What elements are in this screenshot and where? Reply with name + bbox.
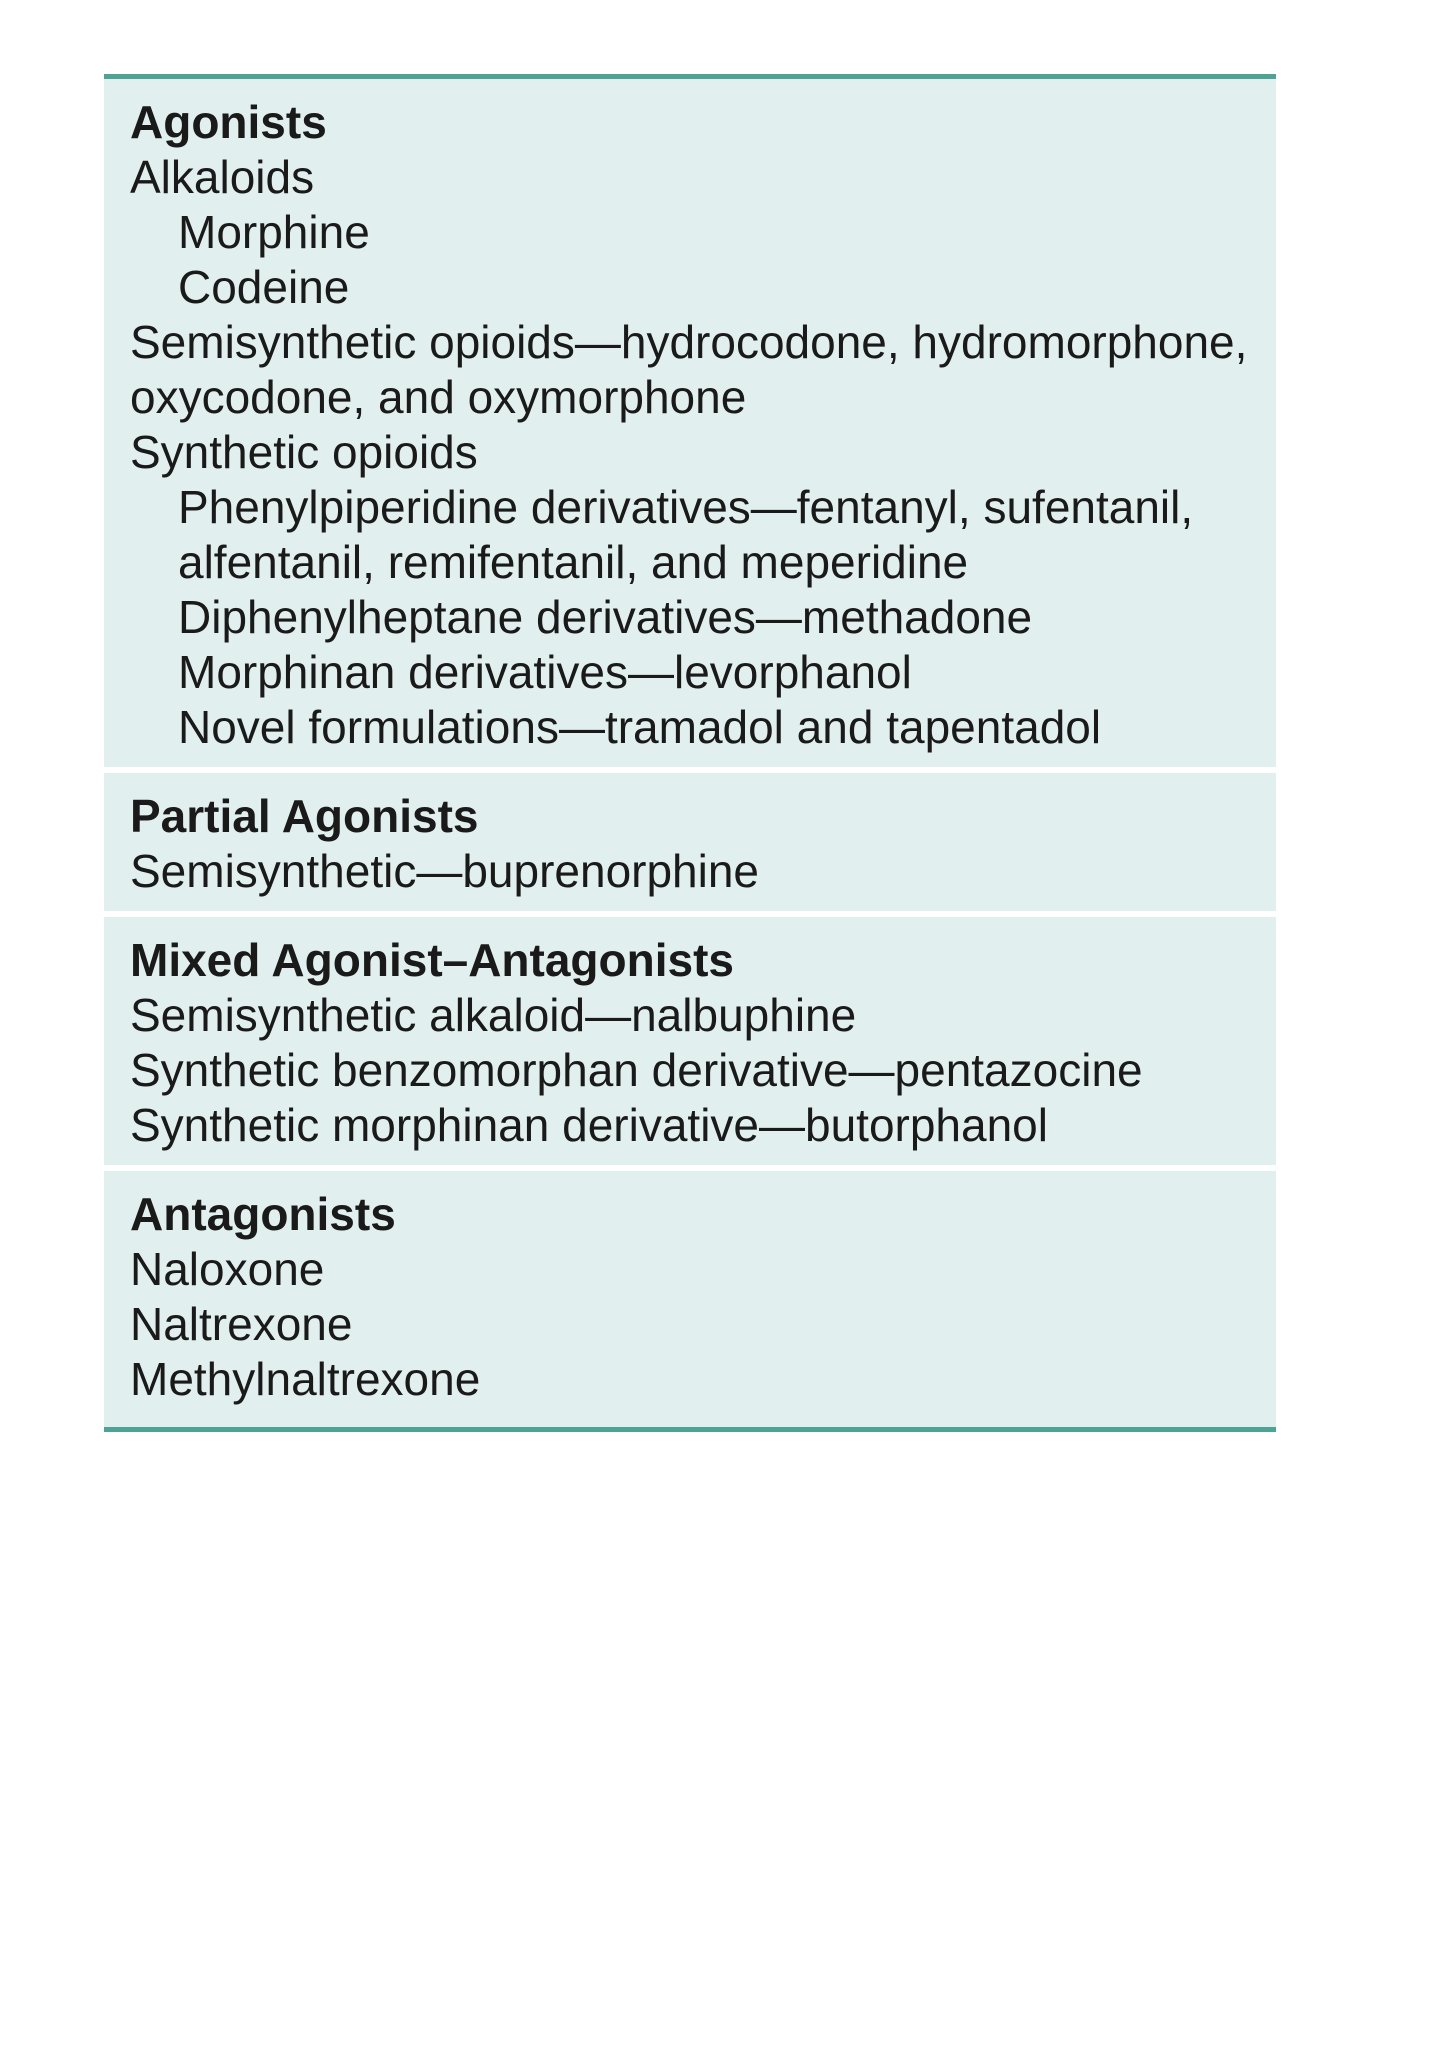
section-partial-agonists <box>104 773 1276 911</box>
section-heading: Antagonists <box>130 1188 396 1240</box>
list-item: Semisynthetic alkaloid—nalbuphine <box>130 989 857 1041</box>
list-item: Synthetic benzomorphan derivative—pentazocine <box>130 1044 1143 1096</box>
list-item: Codeine <box>178 261 350 313</box>
list-item: Semisynthetic—buprenorphine <box>130 845 760 897</box>
section-heading: Partial Agonists <box>130 790 479 842</box>
list-item: Naloxone <box>130 1243 325 1295</box>
list-item: Methylnaltrexone <box>130 1353 481 1405</box>
list-item: Diphenylheptane derivatives—methadone <box>178 591 1033 643</box>
section-mixed-agonist-antagonists <box>104 917 1276 1165</box>
list-item: Novel formulations—tramadol and tapentadol <box>178 701 1102 753</box>
list-item: Alkaloids <box>130 151 315 203</box>
list-item: Synthetic morphinan derivative—butorphanol <box>130 1099 1048 1151</box>
section-heading: Mixed Agonist–Antagonists <box>130 934 734 986</box>
list-item: Morphine <box>178 206 370 258</box>
list-item: Semisynthetic opioids—hydrocodone, hydromorphone, oxycodone, and oxymorphone <box>130 316 1248 423</box>
section-antagonists <box>104 1171 1276 1427</box>
section-agonists <box>104 79 1276 767</box>
opioid-classification-table <box>104 74 1276 1432</box>
section-heading: Agonists <box>130 96 327 148</box>
list-item: Synthetic opioids <box>130 426 478 478</box>
list-item: Naltrexone <box>130 1298 353 1350</box>
list-item: Morphinan derivatives—levorphanol <box>178 646 912 698</box>
list-item: Phenylpiperidine derivatives—fentanyl, sufentanil, alfentanil, remifentanil, and meperidine <box>178 481 1194 588</box>
